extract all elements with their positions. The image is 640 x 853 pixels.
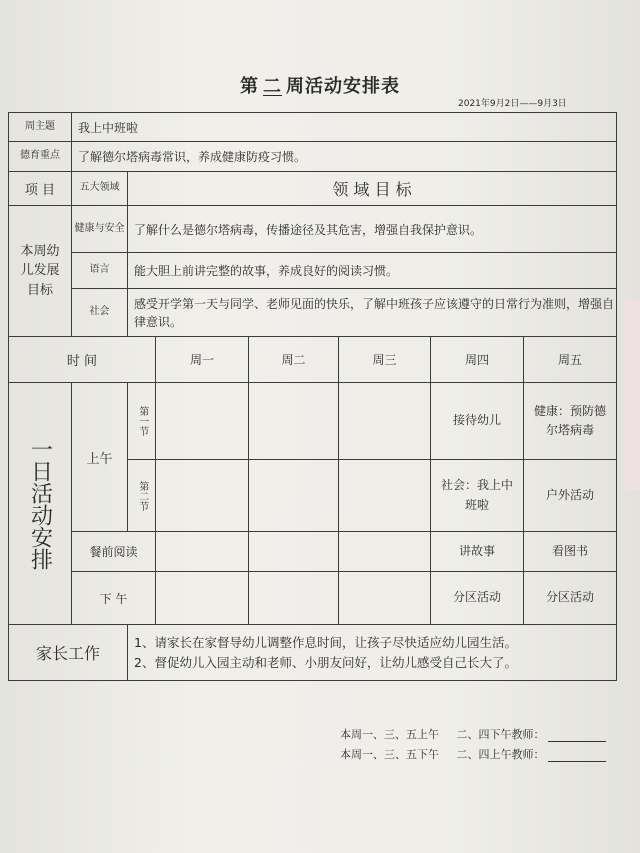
period2-label: 第二节 (136, 480, 148, 511)
pm-fri: 分区活动 (524, 572, 617, 625)
footer-1a: 本周一、三、五上午 (340, 728, 439, 741)
p1-mon (156, 383, 249, 460)
p2-fri: 户外活动 (524, 460, 617, 532)
rd-mon (156, 532, 249, 572)
domain-social: 社会 (72, 289, 128, 337)
page-title (240, 72, 500, 98)
goal-header: 领 域 目 标 (128, 172, 617, 206)
pm-thu: 分区活动 (431, 572, 524, 625)
day-wed: 周三 (339, 337, 431, 383)
time-header: 时 间 (9, 337, 156, 383)
footer-2b: 二、四上午教师： (456, 748, 545, 761)
footer-2-blank (548, 749, 606, 762)
date-range: 2021年9月2日——9月3日 (458, 99, 567, 109)
afternoon-label: 下 午 (72, 572, 156, 625)
rd-fri: 看图书 (524, 532, 617, 572)
item-header: 项 目 (9, 172, 72, 206)
period1-cell (128, 383, 156, 460)
footer-line-2 (340, 746, 606, 762)
domain-header-row (9, 172, 617, 206)
five-domains-header: 五大领域 (72, 172, 128, 206)
goal-row-health (9, 206, 617, 253)
reading-label: 餐前阅读 (72, 532, 156, 572)
day-tue: 周二 (249, 337, 339, 383)
title-suffix: 周活动安排表 (286, 76, 400, 97)
pm-mon (156, 572, 249, 625)
goal-language: 能大胆上前讲完整的故事，养成良好的阅读习惯。 (128, 253, 617, 289)
pm-tue (249, 572, 339, 625)
afternoon-row (9, 572, 617, 625)
morning-label: 上午 (72, 383, 128, 532)
parents-row (9, 625, 617, 681)
side-label: 一日活动安排 (27, 437, 53, 570)
rd-thu: 讲故事 (431, 532, 524, 572)
period2-cell (128, 460, 156, 532)
p2-mon (156, 460, 249, 532)
period1-row (9, 383, 617, 460)
side-label-cell (9, 383, 72, 625)
p2-wed (339, 460, 431, 532)
period1-label: 第一节 (136, 406, 148, 436)
p1-tue (249, 383, 339, 460)
parents-item-1: 1、请家长在家督导幼儿调整作息时间，让孩子尽快适应幼儿园生活。 (134, 634, 517, 650)
parents-item-2: 2、督促幼儿入园主动和老师、小朋友问好，让幼儿感受自己长大了。 (134, 654, 517, 670)
p1-wed (339, 383, 431, 460)
day-mon: 周一 (156, 337, 249, 383)
title-prefix: 第 (240, 76, 259, 97)
p1-fri: 健康：预防德尔塔病毒 (524, 383, 617, 460)
schedule-table (8, 112, 617, 681)
day-fri: 周五 (524, 337, 617, 383)
p1-thu: 接待幼儿 (431, 383, 524, 460)
goal-row-social (9, 289, 617, 337)
background-edge (624, 300, 640, 490)
p2-thu: 社会：我上中班啦 (431, 460, 524, 532)
day-thu: 周四 (431, 337, 524, 383)
domain-language: 语言 (72, 253, 128, 289)
p2-tue (249, 460, 339, 532)
moral-row (9, 142, 617, 172)
theme-value: 我上中班啦 (72, 113, 617, 142)
moral-value: 了解德尔塔病毒常识，养成健康防疫习惯。 (72, 142, 617, 172)
parents-label: 家长工作 (9, 625, 128, 681)
footer-line-1 (340, 726, 606, 742)
domain-health: 健康与安全 (72, 206, 128, 253)
theme-label: 周主题 (9, 113, 72, 142)
parents-items (128, 625, 617, 681)
goal-health: 了解什么是德尔塔病毒，传播途径及其危害，增强自我保护意识。 (128, 206, 617, 253)
footer-2a: 本周一、三、五下午 (340, 748, 439, 761)
day-header-row (9, 337, 617, 383)
goal-social: 感受开学第一天与同学、老师见面的快乐，了解中班孩子应该遵守的日常行为准则，增强自律意识。 (128, 289, 617, 337)
theme-row (9, 113, 617, 142)
pm-wed (339, 572, 431, 625)
moral-label: 德育重点 (9, 142, 72, 172)
reading-row (9, 532, 617, 572)
footer-1-blank (548, 729, 606, 742)
goal-row-language (9, 253, 617, 289)
footer-1b: 二、四下午教师： (456, 728, 545, 741)
rd-tue (249, 532, 339, 572)
rd-wed (339, 532, 431, 572)
title-week-number: 二 (263, 76, 282, 97)
dev-goals-label: 本周幼儿发展目标 (9, 206, 72, 337)
